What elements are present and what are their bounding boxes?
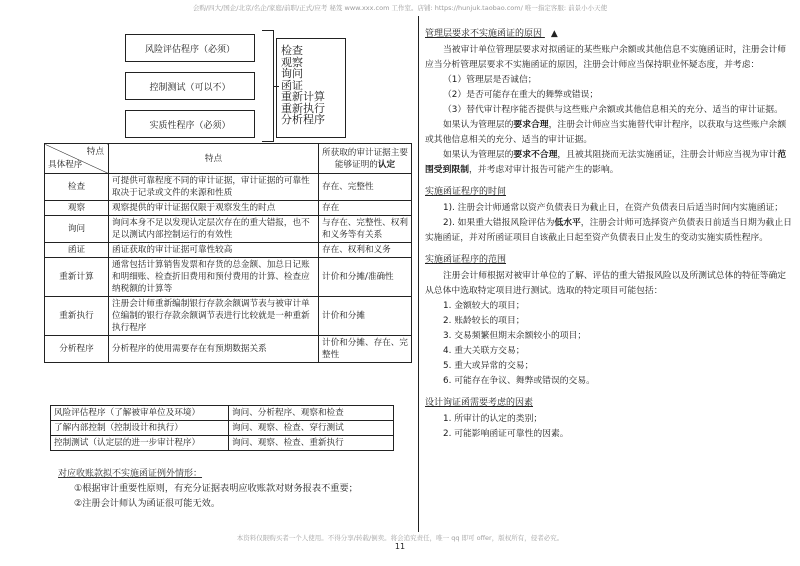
section-title-design: 设计询证函需要考虑的因素 <box>425 398 534 408</box>
row-procedure: 重新执行 <box>45 297 109 336</box>
table-row <box>51 436 394 451</box>
section-title-text: 管理层要求不实施函证的原因 <box>425 29 543 39</box>
substantive-box <box>125 110 255 138</box>
table-row <box>45 258 412 297</box>
table-row <box>51 421 394 436</box>
row-evidence: 与存在、完整性、权利和义务等有关系 <box>319 216 412 243</box>
diag-top-label: 特点 <box>86 147 104 157</box>
evidence-header-text: 所获取的审计证据主要能够证明的 <box>322 147 408 170</box>
row-procedure: 分析程序 <box>45 336 109 363</box>
diagonal-header-cell <box>45 144 109 174</box>
row-procedure: 观察 <box>45 201 109 216</box>
column-divider <box>418 16 419 532</box>
substantive-label: 实质性程序（必须） <box>149 120 231 131</box>
triangle-marker-icon: ▲ <box>550 29 558 39</box>
mapping-right: 询问、分析程序、观察和检查 <box>229 406 394 421</box>
paragraph: 1). 注册会计师通常以资产负债表日为截止日，在资产负债表日后适当时间内实施函证； <box>443 203 784 213</box>
bold-text: 低水平 <box>554 218 581 228</box>
text-span: ，注册会计师应当实施替代审计程序，以获取与这些账户余额或其他信息相关的充分、适当的审计证据。 <box>425 120 787 145</box>
evidence-header <box>319 144 412 174</box>
list-item: 4. 重大关联方交易； <box>443 346 525 356</box>
row-feature: 注册会计师重新编制银行存款余额调节表与被审计单位编制的银行存款余额调节表进行比较就是一种重新执行程序 <box>109 297 319 336</box>
row-procedure: 函证 <box>45 243 109 258</box>
list-item: （2）是否可能存在重大的舞弊或错误； <box>443 90 599 100</box>
row-feature: 询问本身不足以发现认定层次存在的重大错报，也不足以测试内部控制运行的有效性 <box>109 216 319 243</box>
mapping-left: 风险评估程序（了解被审单位及环境） <box>51 406 229 421</box>
row-evidence: 计价和分摊/准确性 <box>319 258 412 297</box>
list-item: （1）管理层是否诚信； <box>443 75 537 85</box>
bold-text: 要求不合理 <box>513 150 558 160</box>
section-title-scope: 实施函证程序的范围 <box>425 255 507 265</box>
paragraph <box>425 216 793 246</box>
row-evidence: 计价和分摊 <box>319 297 412 336</box>
header-watermark: 会购/四大/国企/北京/名企/家庭/前职/正式/应考 秘笈 www.xxx.com 工作室。店铺: https://hunjuk.taobao.com/ 唯一指定客服: 前景小小天使 <box>192 4 608 12</box>
mapping-left: 了解内部控制（控制设计和执行） <box>51 421 229 436</box>
list-item: 1. 金额较大的项目； <box>443 301 525 311</box>
method-item: 函证 <box>281 78 303 92</box>
right-column <box>425 26 793 442</box>
control-test-box <box>125 72 255 100</box>
row-feature: 可提供可靠程度不同的审计证据，审计证据的可靠性取决于记录或文件的来源和性质 <box>109 174 319 201</box>
list-item: （3）替代审计程序能否提供与这些账户余额或其他信息相关的充分、适当的审计证据。 <box>443 105 783 115</box>
method-item: 观察 <box>281 55 303 69</box>
page-number: 11 <box>394 542 406 551</box>
list-item: 2. 账龄较长的项目； <box>443 316 525 326</box>
method-item: 检查 <box>281 44 303 57</box>
section-title-mgmt-request <box>425 26 793 39</box>
control-test-label: 控制测试（可以不） <box>149 82 231 93</box>
method-item: 询问 <box>281 67 303 80</box>
footer-watermark: 本资料仅限购买者一个人使用。不得分享/转载/倒卖。将会追究责任，唯一 qq 即可 offer，版权所有，侵者必究。 <box>236 534 564 542</box>
audit-methods-box <box>276 38 346 138</box>
feature-header: 特点 <box>109 144 319 174</box>
section-title-timing: 实施函证程序的时间 <box>425 187 507 197</box>
text-span: 2). 如果重大错报风险评估为 <box>443 218 555 228</box>
row-feature: 函证获取的审计证据可靠性较高 <box>109 243 319 258</box>
paragraph: 注册会计师根据对被审计单位的了解、评估的重大错报风险以及所测试总体的特征等确定从总体中选取特定项目进行测试。选取的特定项目可能包括： <box>425 271 787 296</box>
list-item: 1. 所审计的认定的类别； <box>443 414 543 424</box>
row-procedure: 重新计算 <box>45 258 109 297</box>
risk-assessment-label: 风险评估程序（必须） <box>144 44 235 55</box>
table-row <box>45 174 412 201</box>
mapping-right: 询问、观察、检查、穿行测试 <box>229 421 394 436</box>
evidence-header-bold: 认定 <box>377 159 396 170</box>
row-procedure: 检查 <box>45 174 109 201</box>
table-row <box>45 243 412 258</box>
paragraph <box>425 118 793 148</box>
list-item: 5. 重大或异常的交易； <box>443 361 534 371</box>
exception-item: ①根据审计重要性原则，有充分证据表明应收账款对财务报表不重要； <box>74 483 358 494</box>
text-span: 如果认为管理层的 <box>443 150 514 160</box>
mapping-left: 控制测试（认定层的进一步审计程序） <box>51 436 229 451</box>
risk-assessment-box <box>125 34 255 62</box>
row-feature: 通常包括计算销售发票和存货的总金额、加总日记账和明细账、检查折旧费用和预付费用的计算、检查应纳税额的计算等 <box>109 258 319 297</box>
table-row <box>45 336 412 363</box>
method-item: 重新计算 <box>281 90 325 103</box>
row-feature: 分析程序的使用需要存在有预期数据关系 <box>109 336 319 363</box>
method-item: 分析程序 <box>281 113 325 126</box>
table-row <box>45 216 412 243</box>
mapping-right: 询问、观察、检查、重新执行 <box>229 436 394 451</box>
bold-text: 要求合理 <box>513 120 549 130</box>
row-evidence: 存在、权利和义务 <box>319 243 412 258</box>
list-item: 3. 交易频繁但期末余额较小的项目； <box>443 331 587 341</box>
paragraph: 当被审计单位管理层要求对拟函证的某些账户余额或其他信息不实施函证时，注册会计师应当分析管理层要求不实施函证的原因，注册会计师应当保持职业怀疑态度，并考虑： <box>425 45 787 70</box>
row-evidence: 存在、完整性 <box>319 174 412 201</box>
bold-text: 范围受到限制 <box>425 150 787 175</box>
text-span: ，且被其阻挠而无法实施函证，注册会计师应当视为审计 <box>557 150 778 160</box>
diag-bottom-label: 具体程序 <box>48 160 83 170</box>
exception-section-title: 对应收账款拟不实施函证例外情形： <box>58 469 203 479</box>
list-item: 2. 可能影响函证可靠性的因素。 <box>443 429 569 439</box>
table-row <box>45 201 412 216</box>
text-span: 如果认为管理层的 <box>443 120 514 130</box>
row-procedure: 询问 <box>45 216 109 243</box>
method-item: 重新执行 <box>281 101 325 115</box>
table-header-row <box>45 144 412 174</box>
table-row <box>45 297 412 336</box>
row-evidence: 存在 <box>319 201 412 216</box>
paragraph <box>425 148 793 178</box>
list-item: 6. 可能存在争议、舞弊或错误的交易。 <box>443 376 595 386</box>
table-row <box>51 406 394 421</box>
row-evidence: 计价和分摊、存在、完整性 <box>319 336 412 363</box>
audit-procedures-table <box>44 143 412 363</box>
procedure-mapping-table <box>50 405 394 451</box>
row-feature: 观察提供的审计证据仅限于观察发生的时点 <box>109 201 319 216</box>
exception-item: ②注册会计师认为函证很可能无效。 <box>74 498 221 509</box>
text-span: ，注册会计师可选择资产负债表日前适当日期为截止日实施函证，并对所函证项目自该截止日起至资产负债表日止发生的变动实施实质性程序。 <box>425 218 792 243</box>
text-span: ，并考虑对审计报告可能产生的影响。 <box>469 165 619 175</box>
